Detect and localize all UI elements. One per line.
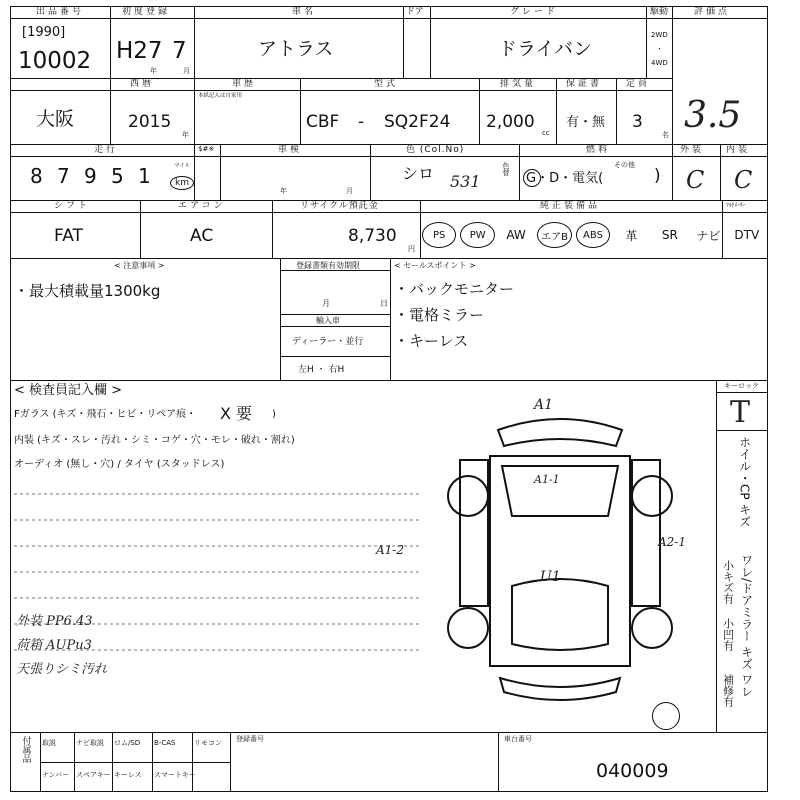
- divider: [152, 732, 153, 792]
- divider: [110, 6, 111, 78]
- rating-label: 評価点: [694, 7, 731, 17]
- fuel-gas-circle: [523, 169, 541, 187]
- accessory-item: ロム/SD: [114, 739, 141, 747]
- km-label: km: [175, 178, 189, 188]
- warranty-label: 保証書: [566, 79, 603, 89]
- divider: [280, 258, 281, 380]
- drive-dot: ・: [656, 45, 663, 53]
- rating: 3.5: [684, 95, 742, 136]
- inspection-year-unit: 年: [280, 187, 287, 195]
- divider: [112, 732, 113, 792]
- year-unit-2: 年: [182, 131, 189, 139]
- divider: [556, 78, 557, 144]
- truck-windshield: [502, 466, 618, 516]
- equipment-item: PW: [460, 222, 494, 248]
- divider: [280, 314, 390, 315]
- sales-points: [394, 278, 514, 356]
- lot-label: 出品番号: [36, 7, 85, 17]
- history-label: 車歴: [232, 79, 257, 89]
- divider: [280, 270, 390, 271]
- divider: [672, 144, 673, 200]
- door-label: ドア: [406, 7, 424, 17]
- accessory-item: B-CAS: [154, 739, 176, 747]
- car-name-label: 車名: [292, 7, 317, 17]
- equipment-item: AW: [506, 228, 526, 242]
- divider: [10, 144, 768, 145]
- capacity: 3: [632, 112, 643, 132]
- equipment-row: [422, 220, 768, 252]
- caution-label: < 注意事項 >: [114, 261, 165, 270]
- shift-label: シフト: [54, 201, 91, 211]
- equipment-item: SR: [661, 228, 678, 242]
- mile-label: マイル: [174, 163, 191, 169]
- reg-month: 月: [322, 299, 330, 308]
- interior: C: [734, 166, 753, 194]
- divider: [616, 78, 617, 144]
- car-name: アトラス: [258, 38, 334, 60]
- keylock-mark: T: [730, 395, 751, 430]
- displacement: 2,000: [486, 112, 535, 132]
- divider: [498, 732, 499, 792]
- grade: ドライバン: [498, 38, 593, 60]
- accessory-item: リモコン: [194, 739, 222, 747]
- divider: [10, 258, 768, 259]
- seireki-label: 西暦: [130, 79, 155, 89]
- year-unit: 年: [150, 67, 157, 75]
- inspector-line1: Fガラス (キズ・飛石・ヒビ・リペア痕・: [14, 409, 197, 420]
- equipment-item: ABS: [576, 222, 610, 248]
- fuel-label: 燃料: [586, 145, 611, 155]
- mileage-digit: 9: [84, 164, 97, 188]
- reg-day: 日: [380, 299, 388, 308]
- side-small-3: 補修有: [721, 674, 735, 707]
- grade-label: グレード: [510, 7, 559, 17]
- capacity-label: 定員: [626, 79, 651, 89]
- inspector-line1-mark: X 要: [220, 404, 253, 423]
- divider: [194, 6, 195, 78]
- inspection-month-unit: 月: [346, 187, 353, 195]
- truck-damage-diagram: [430, 396, 690, 716]
- side-vertical-1: ホイル・CP キズ: [737, 436, 752, 528]
- chassis-number: 040009: [596, 760, 669, 782]
- divider: [646, 6, 647, 78]
- aircon-label: エアコン: [178, 201, 226, 211]
- displacement-label: 排気量: [500, 79, 537, 89]
- mileage-digit: 7: [57, 164, 70, 188]
- truck-rear: [512, 579, 608, 650]
- mileage-digit: 1: [138, 164, 151, 188]
- color-side-label: 色替: [502, 162, 510, 176]
- sales-point-item: ・キーレス: [394, 332, 469, 350]
- accessory-item: スペアキー: [76, 771, 111, 779]
- fuel-close: ): [654, 166, 661, 186]
- mark-left: A1-2: [376, 543, 404, 557]
- divider: [479, 78, 480, 144]
- mark-front-left: A1-1: [534, 473, 560, 486]
- divider: [272, 200, 273, 258]
- handwritten-note: 天張りシミ汚れ: [16, 662, 108, 677]
- divider: [370, 144, 371, 200]
- mark-center: U1: [540, 569, 561, 585]
- mileage-label: 走行: [94, 145, 119, 155]
- divider: [300, 78, 301, 144]
- inspector-line1-close: ): [272, 409, 276, 420]
- fuel-other: その他: [614, 161, 635, 169]
- accessory-item: ナンバー: [42, 771, 70, 779]
- first-reg-era: H27: [116, 38, 163, 64]
- divider: [716, 392, 768, 393]
- equipment-label: 純正装備品: [540, 201, 601, 211]
- keylock-label: キーロック: [724, 382, 759, 390]
- divider: [403, 6, 404, 78]
- mark-right: A2-1: [658, 535, 686, 549]
- model-prefix: CBF: [306, 112, 340, 132]
- divider: [220, 144, 221, 200]
- mileage-digit: 5: [111, 164, 124, 188]
- divider: [519, 144, 520, 200]
- interior-label: 内装: [726, 145, 751, 155]
- yen-unit: 円: [408, 245, 415, 253]
- caution-text: ・最大積載量1300kg: [14, 282, 161, 300]
- shift: FAT: [54, 226, 83, 246]
- exterior-label: 外装: [680, 145, 705, 155]
- side-vertical-2: ワレ/ドアミラー キズ ワレ: [739, 554, 754, 698]
- divider: [192, 732, 193, 792]
- reg-no-label: 登録番号: [236, 735, 264, 743]
- equipment-item: エアB: [537, 222, 571, 248]
- side-small-2: 小凹有: [721, 618, 735, 651]
- wheel-rear-right: [632, 608, 672, 648]
- divider: [10, 732, 768, 733]
- warranty: 有・無: [566, 115, 606, 130]
- km-circle: [170, 176, 194, 190]
- mark-top: A1: [534, 397, 554, 413]
- auction-sheet: [10, 6, 768, 792]
- divider: [230, 732, 231, 792]
- truck-front-bumper: [498, 419, 622, 446]
- multi-label: ﾏﾙﾁﾒｰﾀｰ: [726, 203, 746, 209]
- import-label: 輸入車: [316, 316, 340, 325]
- accessory-item: 取説: [42, 739, 56, 747]
- side-small-1: 小キズ有: [721, 560, 735, 604]
- inspector-line2: 内装 (キズ・スレ・汚れ・シミ・コゲ・穴・モレ・破れ・割れ): [14, 435, 295, 446]
- divider: [10, 212, 768, 213]
- recycle-label: リサイクル預託金: [300, 201, 379, 211]
- divider: [716, 380, 717, 732]
- wheel-front-left: [448, 476, 488, 516]
- region: 大阪: [36, 108, 75, 130]
- sdollar-label: $#※: [198, 145, 215, 153]
- import-handle: 左H ・ 右H: [298, 365, 345, 375]
- drive-label: 駆動: [650, 7, 669, 17]
- handwritten-note: 外装 PP6.43: [16, 614, 93, 629]
- divider: [110, 78, 111, 144]
- color: シロ: [402, 164, 435, 183]
- accessory-item: ナビ取説: [76, 739, 104, 747]
- equipment-item: DTV: [734, 228, 760, 242]
- drive-4wd: 4WD: [651, 59, 668, 67]
- divider: [716, 430, 768, 431]
- color-label: 色 (Col.No): [406, 145, 465, 155]
- divider: [390, 258, 391, 380]
- lot-number: 10002: [18, 48, 92, 74]
- model-label: 型式: [374, 79, 399, 89]
- model-code: SQ2F24: [384, 112, 451, 132]
- divider: [10, 200, 768, 201]
- divider: [74, 732, 75, 792]
- month-unit: 月: [183, 67, 190, 75]
- inspection-label: 車検: [278, 145, 303, 155]
- lot-sub: [1990]: [22, 25, 66, 40]
- divider: [720, 144, 721, 200]
- truck-left-door: [460, 460, 488, 606]
- handwritten-note: 荷箱 AUPu3: [16, 638, 92, 653]
- divider: [194, 78, 195, 144]
- exterior: C: [686, 166, 705, 194]
- inspector-line3: オーディオ (無し・穴) / タイヤ (スタッドレス): [14, 459, 225, 470]
- divider: [672, 6, 673, 144]
- equipment-item: ナビ: [696, 228, 721, 243]
- divider: [194, 144, 195, 200]
- import-dealer: ディーラー・並行: [292, 337, 364, 347]
- wheel-rear-left: [448, 608, 488, 648]
- sales-point-item: ・バックモニター: [394, 280, 515, 298]
- model-dash: -: [358, 112, 365, 132]
- reg-label: 登録書類有効期限: [296, 261, 360, 270]
- aircon: AC: [190, 226, 214, 246]
- recycle: 8,730: [348, 226, 397, 246]
- spare-tire-circle: [652, 702, 680, 730]
- equipment-item: PS: [422, 222, 456, 248]
- drive-2wd: 2WD: [651, 31, 668, 39]
- truck-rear-bumper: [500, 678, 620, 700]
- accessory-item: スマートキー: [154, 771, 196, 779]
- fuel-options: G・D・電気(: [526, 171, 604, 186]
- divider: [40, 762, 230, 763]
- year: 2015: [128, 112, 172, 132]
- equipment-item: 革: [625, 228, 638, 243]
- sales-point-item: ・電格ミラー: [394, 306, 485, 324]
- truck-right-door: [632, 460, 660, 606]
- divider: [430, 6, 431, 78]
- divider: [280, 356, 390, 357]
- inspector-title: < 検査員記入欄 >: [14, 383, 123, 398]
- divider: [280, 326, 390, 327]
- capacity-unit: 名: [662, 131, 669, 139]
- sales-label: < セールスポイント >: [394, 261, 476, 270]
- divider: [420, 200, 421, 258]
- divider: [10, 380, 768, 381]
- chassis-label: 車台番号: [504, 735, 532, 743]
- mileage-digit: 8: [30, 164, 43, 188]
- accessory-item: キーレス: [114, 771, 142, 779]
- divider: [140, 200, 141, 258]
- divider: [10, 18, 768, 19]
- handwritten-notes: [16, 610, 107, 682]
- first-reg-month: 7: [172, 38, 187, 64]
- first-reg-label: 初度登録: [122, 7, 171, 17]
- accessories-label: 付属品: [20, 736, 31, 763]
- divider: [10, 156, 768, 157]
- wheel-front-right: [632, 476, 672, 516]
- color-no: 531: [450, 172, 481, 191]
- history-note: 本紙記入は自家用: [198, 93, 243, 99]
- cc-unit: cc: [542, 129, 550, 137]
